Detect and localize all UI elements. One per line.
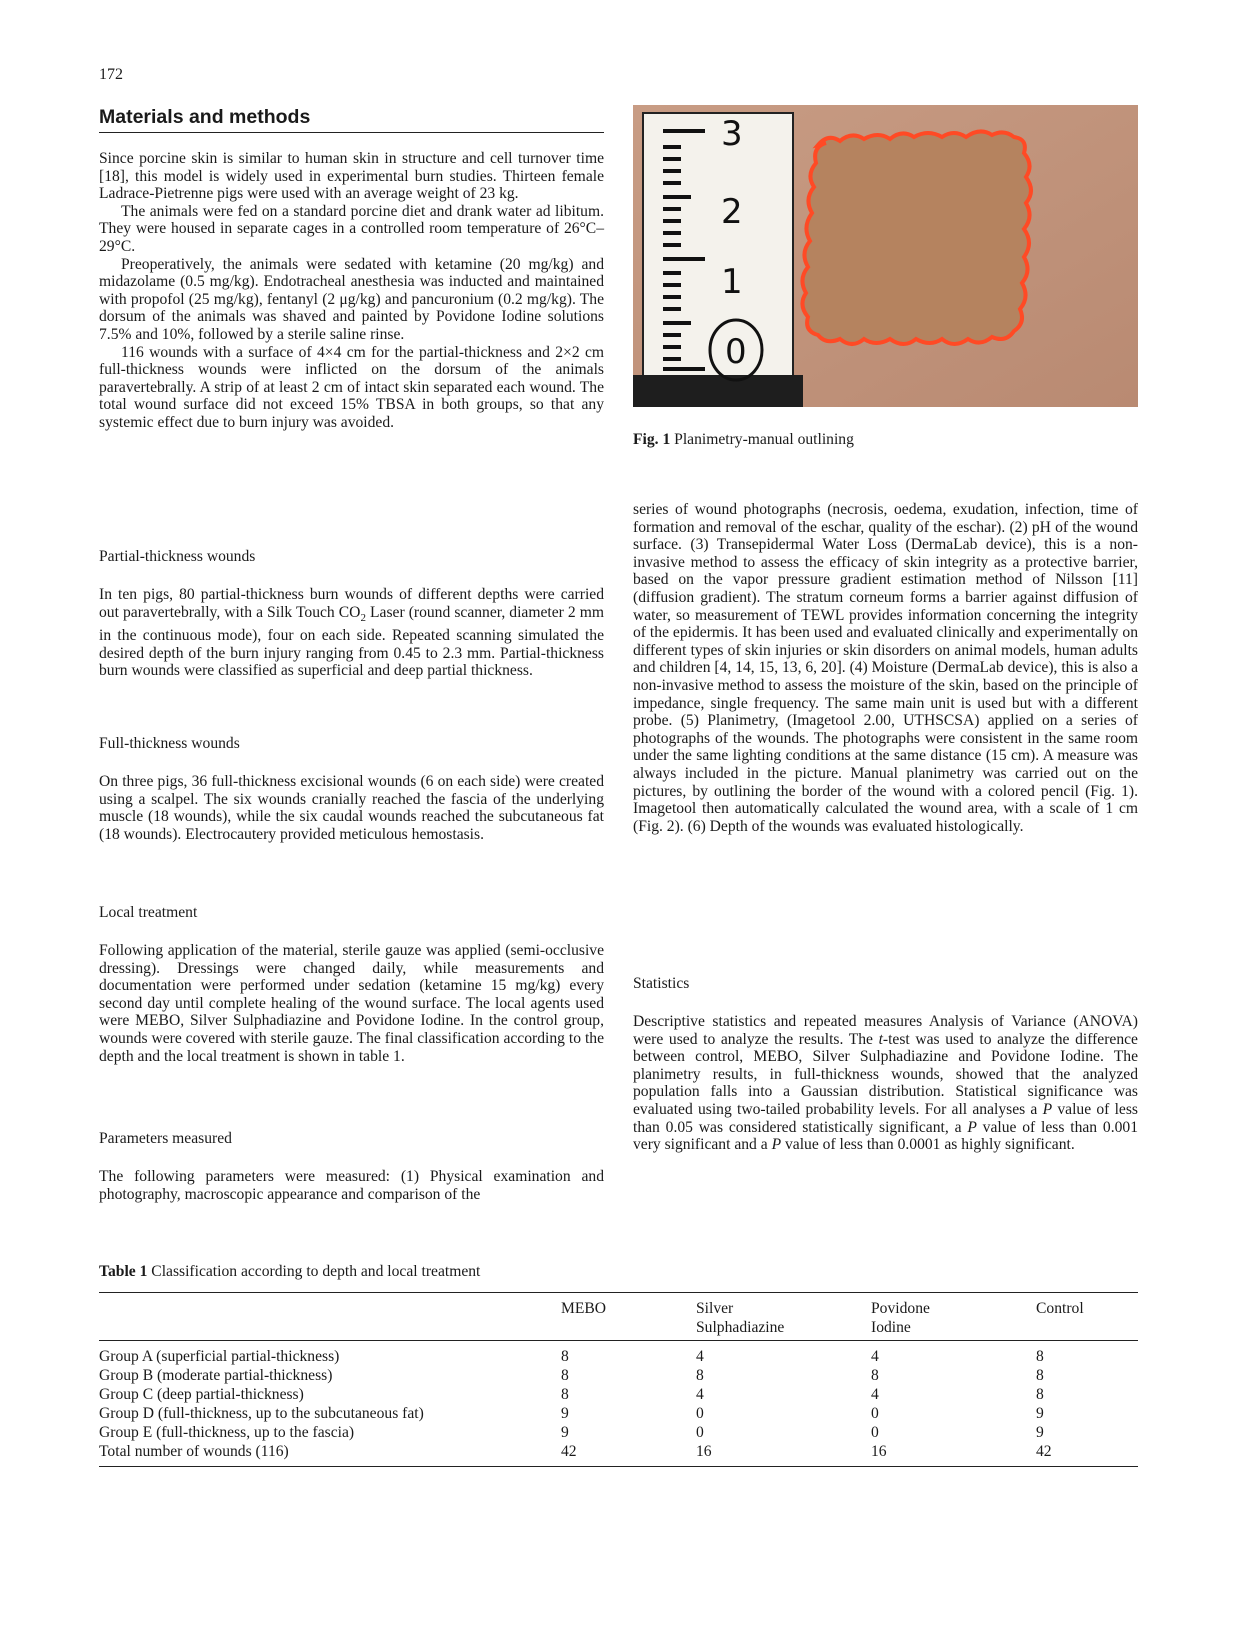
column-header: Povidone Iodine bbox=[871, 1300, 930, 1336]
figure-1-caption bbox=[633, 431, 854, 449]
table-row bbox=[99, 1366, 1138, 1385]
table-cell: 8 bbox=[561, 1348, 569, 1365]
section-title: Materials and methods bbox=[99, 106, 604, 133]
table-cell: 0 bbox=[871, 1424, 879, 1441]
table-cell: 42 bbox=[561, 1443, 577, 1460]
figure-caption-text: Planimetry-manual outlining bbox=[674, 431, 854, 448]
figure-1-photo bbox=[633, 105, 1138, 407]
table-cell: 8 bbox=[696, 1367, 704, 1384]
subheading-full-thickness: Full-thickness wounds bbox=[99, 735, 240, 752]
row-label: Total number of wounds (116) bbox=[99, 1443, 289, 1460]
table-1-body bbox=[99, 1347, 1138, 1461]
left-column bbox=[99, 150, 604, 432]
text-fragment: Descriptive statistics and repeated measures Analysis of Variance (ANOVA) were used to analyze the results. The bbox=[633, 1013, 1138, 1048]
ruler-label: 3 bbox=[721, 114, 743, 154]
subheading-local-treatment: Local treatment bbox=[99, 904, 198, 921]
table-cell: 8 bbox=[561, 1386, 569, 1403]
ruler-label: 0 bbox=[725, 332, 747, 372]
table-row bbox=[99, 1404, 1138, 1423]
row-label: Group D (full-thickness, up to the subcutaneous fat) bbox=[99, 1405, 424, 1422]
parameters-paragraph: The following parameters were measured: (1) Physical examination and photography, macroscopic appearance and comparison of the bbox=[99, 1168, 604, 1203]
italic-p: P bbox=[771, 1136, 782, 1154]
table-row bbox=[99, 1423, 1138, 1442]
table-cell: 8 bbox=[1036, 1386, 1044, 1403]
table-cell: 9 bbox=[561, 1405, 569, 1422]
row-label: Group C (deep partial-thickness) bbox=[99, 1386, 304, 1403]
italic-p: P bbox=[1042, 1100, 1053, 1118]
table-top-rule bbox=[99, 1292, 1138, 1293]
table-cell: 16 bbox=[871, 1443, 887, 1460]
table-cell: 8 bbox=[1036, 1367, 1044, 1384]
italic-t: t bbox=[878, 1030, 883, 1048]
italic-p: P bbox=[967, 1118, 977, 1136]
table-cell: 9 bbox=[1036, 1405, 1044, 1422]
table-cell: 0 bbox=[871, 1405, 879, 1422]
table-caption-text: Classification according to depth and local treatment bbox=[151, 1263, 481, 1280]
paragraph: The animals were fed on a standard porcine diet and drank water ad libitum. They were housed in separate cages in a controlled room temperature of 26°C–29°C. bbox=[99, 202, 604, 255]
row-label: Group A (superficial partial-thickness) bbox=[99, 1348, 340, 1365]
table-row bbox=[99, 1442, 1138, 1461]
statistics-paragraph bbox=[633, 1013, 1138, 1154]
table-1-caption bbox=[99, 1263, 480, 1281]
figure-label: Fig. 1 bbox=[633, 431, 671, 448]
subheading-parameters: Parameters measured bbox=[99, 1130, 232, 1147]
table-cell: 9 bbox=[1036, 1424, 1044, 1441]
paragraph: Since porcine skin is similar to human skin in structure and cell turnover time [18], this model is widely used in experimental burn studies. Thirteen female Ladrace-Pietrenne pigs were used with an average weight of 23 kg. bbox=[99, 150, 604, 203]
ruler bbox=[643, 113, 793, 383]
table-cell: 8 bbox=[871, 1367, 879, 1384]
text-fragment: Laser (round scanner, diameter 2 mm in the continuous mode), four on each side. Repeated scanning simulated the desired depth of the burn injury ranging from 0.45 to 2.3 mm. Partial-thickness burn wounds were classified as superficial and deep partial thickness. bbox=[99, 603, 605, 680]
table-cell: 42 bbox=[1036, 1443, 1052, 1460]
table-cell: 9 bbox=[561, 1424, 569, 1441]
wound-outline bbox=[802, 131, 1031, 344]
table-cell: 8 bbox=[561, 1367, 569, 1384]
table-row bbox=[99, 1347, 1138, 1366]
text-fragment: -test was used to analyze the difference between control, MEBO, Silver Sulphadiazine and Povidone Iodine. The planimetry results, in full-thickness wounds, showed that the analyzed population falls into a Gaussian distribution. Statistical significance was evaluated using two-tailed probability levels. For all analyses a bbox=[633, 1030, 1138, 1118]
paragraph: 116 wounds with a surface of 4×4 cm for the partial-thickness and 2×2 cm full-thickness wounds were inflicted on the dorsum of the animals paravertebrally. A strip of at least 2 cm of intact skin separated each wound. The total wound surface did not exceed 15% TBSA in both groups, so that any systemic effect due to burn injury was avoided. bbox=[99, 343, 604, 431]
table-cell: 16 bbox=[696, 1443, 712, 1460]
parameters-continued-paragraph: series of wound photographs (necrosis, oedema, exudation, infection, time of formation and removal of the eschar, quality of the eschar). (2) pH of the wound surface. (3) Transepidermal Water Loss (DermaLab device), this is a non-invasive method to assess the efficacy of skin integrity as a protective barrier, based on the vapor pressure gradient estimation method of Nilsson [11] (diffusion gradient). The stratum corneum forms a barrier against diffusion of water, so measurement of TEWL provides information concerning the integrity of the epidermis. It has been used and evaluated clinically and experimentally on different types of skin injuries or skin disorders on animal models, human adults and children [4, 14, 15, 13, 6, 20]. (4) Moisture (DermaLab device), this is also a non-invasive method to assess the moisture of the skin, based on the principle of impedance, single frequency. The same main unit is used but with a different probe. (5) Planimetry, (Imagetool 2.00, UTHSCSA) applied on a series of photographs of the wounds. The photographs were consistent in the same room under the same lighting conditions at the same distance (15 cm). A measure was always included in the picture. Manual planimetry was carried out on the pictures, by outlining the border of the wound with a colored pencil (Fig. 1). Imagetool then automatically calculated the wound area, with a scale of 1 cm (Fig. 2). (6) Depth of the wounds was evaluated histologically. bbox=[633, 501, 1138, 835]
table-cell: 0 bbox=[696, 1424, 704, 1441]
subscript: 2 bbox=[360, 611, 366, 624]
subheading-statistics: Statistics bbox=[633, 975, 690, 992]
partial-thickness-paragraph bbox=[99, 586, 604, 680]
ruler-label: 1 bbox=[721, 262, 743, 302]
column-header: MEBO bbox=[561, 1300, 607, 1317]
ruler-label: 2 bbox=[721, 192, 743, 232]
table-cell: 4 bbox=[871, 1348, 879, 1365]
local-treatment-paragraph: Following application of the material, sterile gauze was applied (semi-occlusive dressing). Dressings were changed daily, while measurements and documentation were performed under sedation (ketamine 15 mg/kg) every second day until complete healing of the wound surface. The local agents used were MEBO, Silver Sulphadiazine and Povidone Iodine. In the control group, wounds were covered with sterile gauze. The final classification according to the depth and the local treatment is shown in table 1. bbox=[99, 942, 604, 1065]
subheading-partial-thickness: Partial-thickness wounds bbox=[99, 548, 256, 565]
table-cell: 4 bbox=[696, 1348, 704, 1365]
table-cell: 4 bbox=[871, 1386, 879, 1403]
column-header: Control bbox=[1036, 1300, 1084, 1317]
column-header: Silver Sulphadiazine bbox=[696, 1300, 785, 1336]
table-cell: 4 bbox=[696, 1386, 704, 1403]
table-cell: 0 bbox=[696, 1405, 704, 1422]
wound-photo-illustration bbox=[633, 105, 1138, 407]
table-bottom-rule bbox=[99, 1466, 1138, 1467]
table-header-row bbox=[99, 1299, 1138, 1337]
table-label: Table 1 bbox=[99, 1263, 148, 1280]
table-row bbox=[99, 1385, 1138, 1404]
table-cell: 8 bbox=[1036, 1348, 1044, 1365]
row-label: Group B (moderate partial-thickness) bbox=[99, 1367, 333, 1384]
text-fragment: value of less than 0.05 was considered statistically significant, a bbox=[633, 1100, 1138, 1136]
text-fragment: value of less than 0.001 very significant and a bbox=[633, 1118, 1139, 1154]
table-header-rule bbox=[99, 1340, 1138, 1341]
paragraph: Preoperatively, the animals were sedated with ketamine (20 mg/kg) and midazolame (0.5 mg/kg). Endotracheal anesthesia was inducted and maintained with propofol (25 mg/kg), fentanyl (2 μg/kg) and pancuronium (0.2 mg/kg). The dorsum of the animals was shaved and painted by Povidone Iodine solutions 7.5% and 10%, followed by a sterile saline rinse. bbox=[99, 255, 604, 343]
text-fragment: In ten pigs, 80 partial-thickness burn wounds of different depths were carried out paravertebrally, with a Silk Touch CO bbox=[99, 586, 604, 621]
row-label: Group E (full-thickness, up to the fascia) bbox=[99, 1424, 355, 1441]
page-number: 172 bbox=[99, 66, 123, 83]
text-fragment: value of less than 0.0001 as highly significant. bbox=[781, 1136, 1075, 1154]
table-1 bbox=[99, 1299, 1138, 1337]
full-thickness-paragraph: On three pigs, 36 full-thickness excisional wounds (6 on each side) were created using a scalpel. The six wounds cranially reached the fascia of the underlying muscle (18 wounds), while the six caudal wounds reached the subcutaneous fat (18 wounds). Electrocautery provided meticulous hemostasis. bbox=[99, 773, 604, 843]
